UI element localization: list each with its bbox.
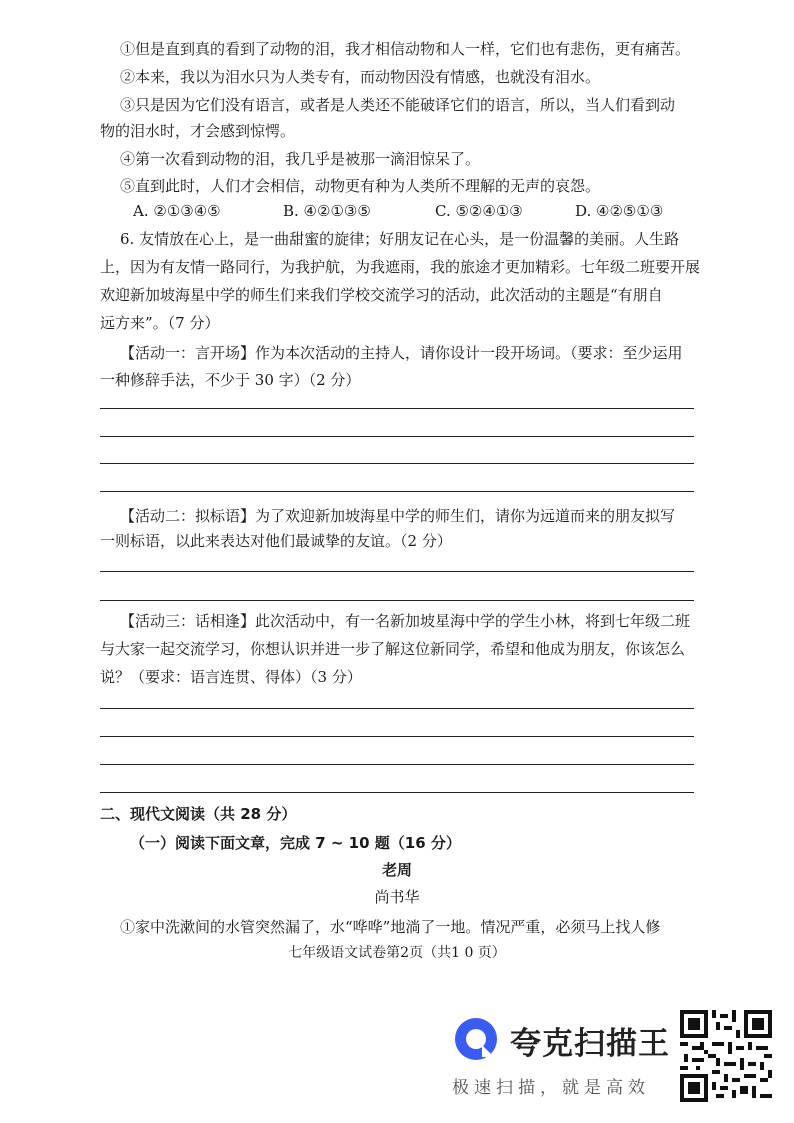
activity3-line-1: 【活动三：话相逢】此次活动中，有一名新加坡星海中学的学生小林，将到七年级二班 [120,612,691,630]
q6-line-4: 远方来”。（7 分） [100,314,220,332]
sentence-5: ⑤直到此时，人们才会相信，动物更有种为人类所不理解的无声的哀怨。 [120,177,601,195]
brand-slogan: 极速扫描，就是高效 [452,1078,650,1098]
activity3-line-2: 与大家一起交流学习，你想认识并进一步了解这位新同学，希望和他成为朋友，你该怎么 [100,640,686,658]
answer-line [100,600,694,601]
scanner-brand-watermark [452,1010,672,1100]
answer-line [100,708,694,709]
option-a: A. ②①③④⑤ [133,202,221,220]
article-title: 老周 [381,861,412,879]
activity3-line-3: 说？（要求：语言连贯、得体）（3 分） [100,668,362,686]
subsection-heading: （一）阅读下面文章，完成 7 ~ 10 题（16 分） [130,834,461,852]
answer-line [100,436,694,437]
article-author: 尚书华 [374,888,420,906]
sentence-1: ①但是直到真的看到了动物的泪，我才相信动物和人一样，它们也有悲伤，更有痛苦。 [120,40,691,58]
article-first-line: ①家中洗漱间的水管突然漏了，水“哗哗”地淌了一地。情况严重，必须马上找人修 [120,918,661,936]
quark-logo-icon [452,1015,500,1063]
q6-line-3: 欢迎新加坡海星中学的师生们来我们学校交流学习的活动，此次活动的主题是“有朋自 [100,286,663,304]
sentence-3-cont: 物的泪水时，才会感到惊愕。 [100,122,296,140]
option-b: B. ④②①③⑤ [283,202,371,220]
answer-line [100,463,694,464]
qr-code-icon [680,1010,772,1102]
answer-line [100,491,694,492]
sentence-2: ②本来，我以为泪水只为人类专有，而动物因没有情感，也就没有泪水。 [120,68,601,86]
activity2-line-2: 一则标语，以此来表达对他们最诚挚的友谊。（2 分） [100,532,452,550]
answer-line [100,736,694,737]
brand-name: 夸克扫描王 [510,1026,670,1062]
activity1-line-1: 【活动一：言开场】作为本次活动的主持人，请你设计一段开场词。（要求：至少运用 [120,344,683,362]
answer-line [100,764,694,765]
page-footer: 七年级语文试卷第2页（共1 0 页） [288,945,506,961]
q6-line-2: 上，因为有友情一路同行，为我护航，为我遮雨，我的旅途才更加精彩。七年级二班要开展 [100,258,701,276]
option-c: C. ⑤②④①③ [435,202,523,220]
answer-line [100,408,694,409]
option-d: D. ④②⑤①③ [575,202,664,220]
answer-line [100,792,694,793]
section-heading: 二、现代文阅读（共 28 分） [100,805,297,823]
answer-line [100,571,694,572]
sentence-3: ③只是因为它们没有语言，或者是人类还不能破译它们的语言，所以，当人们看到动 [120,96,676,114]
sentence-4: ④第一次看到动物的泪，我几乎是被那一滴泪惊呆了。 [120,150,481,168]
activity2-line-1: 【活动二：拟标语】为了欢迎新加坡海星中学的师生们，请你为远道而来的朋友拟写 [120,507,676,525]
activity1-line-2: 一种修辞手法，不少于 30 字）（2 分） [100,371,361,389]
q6-line-1: 6. 友情放在心上，是一曲甜蜜的旋律；好朋友记在心头，是一份温馨的美丽。人生路 [120,230,680,248]
